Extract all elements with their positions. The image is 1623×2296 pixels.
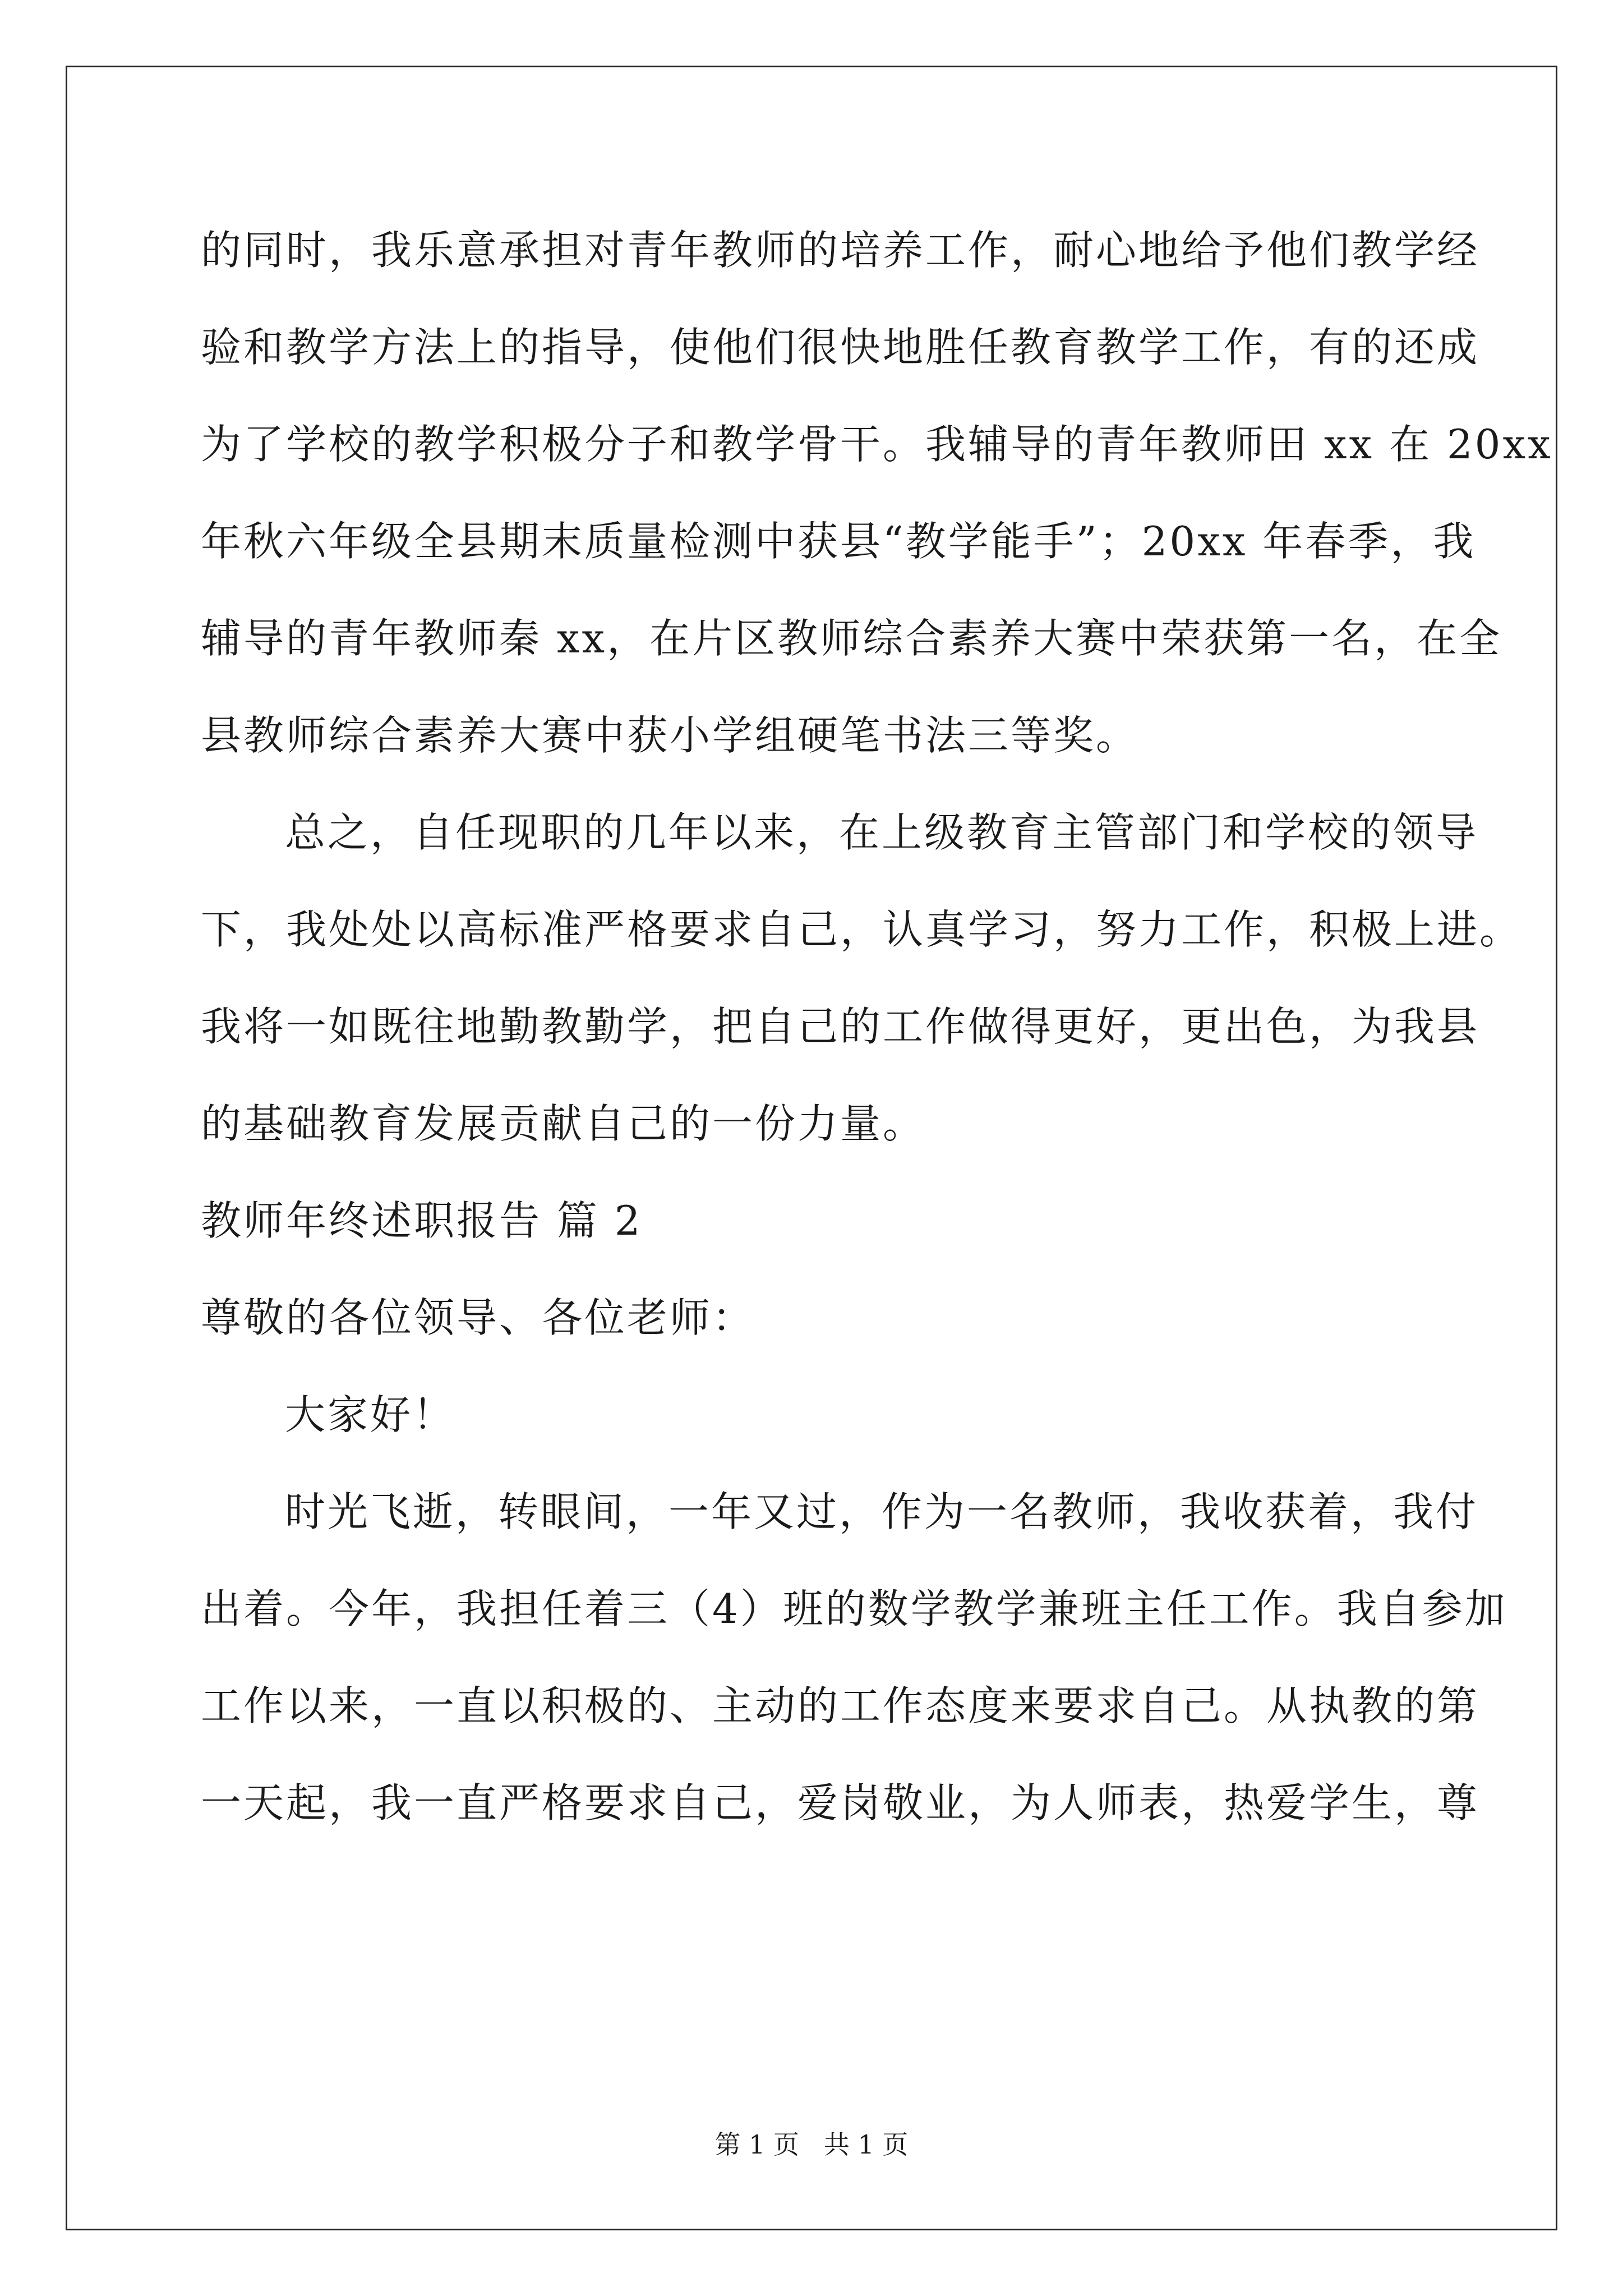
section-heading: 教师年终述职报告 篇 2 [201,1197,643,1244]
text-line-3: 为了学校的教学积极分子和教学骨干。我辅导的青年教师田 xx 在 20xx [201,421,1553,468]
page-border [66,66,1557,2230]
text-line-14: 时光飞逝，转眼间，一年又过，作为一名教师，我收获着，我付 [285,1488,1479,1535]
greeting: 大家好！ [285,1391,456,1438]
text-line-15: 出着。今年，我担任着三（4）班的数学教学兼班主任工作。我自参加 [201,1585,1507,1632]
page-footer: 第 1 页 共 1 页 [714,2129,909,2160]
text-line-1: 的同时，我乐意承担对青年教师的培养工作，耐心地给予他们教学经 [201,227,1480,274]
salutation: 尊敬的各位领导、各位老师： [201,1294,755,1341]
text-line-5: 辅导的青年教师秦 xx，在片区教师综合素养大赛中荣获第一名，在全 [201,615,1502,662]
text-line-6: 县教师综合素养大赛中获小学组硬笔书法三等奖。 [201,712,1139,759]
text-line-4: 年秋六年级全县期末质量检测中获县“教学能手”；20xx 年春季，我 [201,518,1476,565]
text-line-9: 我将一如既往地勤教勤学，把自己的工作做得更好，更出色，为我县 [201,1003,1480,1050]
text-line-17: 一天起，我一直严格要求自己，爱岗敬业，为人师表，热爱学生，尊 [201,1779,1480,1826]
text-line-10: 的基础教育发展贡献自己的一份力量。 [201,1100,926,1147]
text-line-8: 下，我处处以高标准严格要求自己，认真学习，努力工作，积极上进。 [201,906,1523,953]
text-line-16: 工作以来，一直以积极的、主动的工作态度来要求自己。从执教的第 [201,1682,1480,1729]
text-line-7: 总之，自任现职的几年以来，在上级教育主管部门和学校的领导 [285,809,1479,856]
text-line-2: 验和教学方法上的指导，使他们很快地胜任教育教学工作，有的还成 [201,324,1480,371]
